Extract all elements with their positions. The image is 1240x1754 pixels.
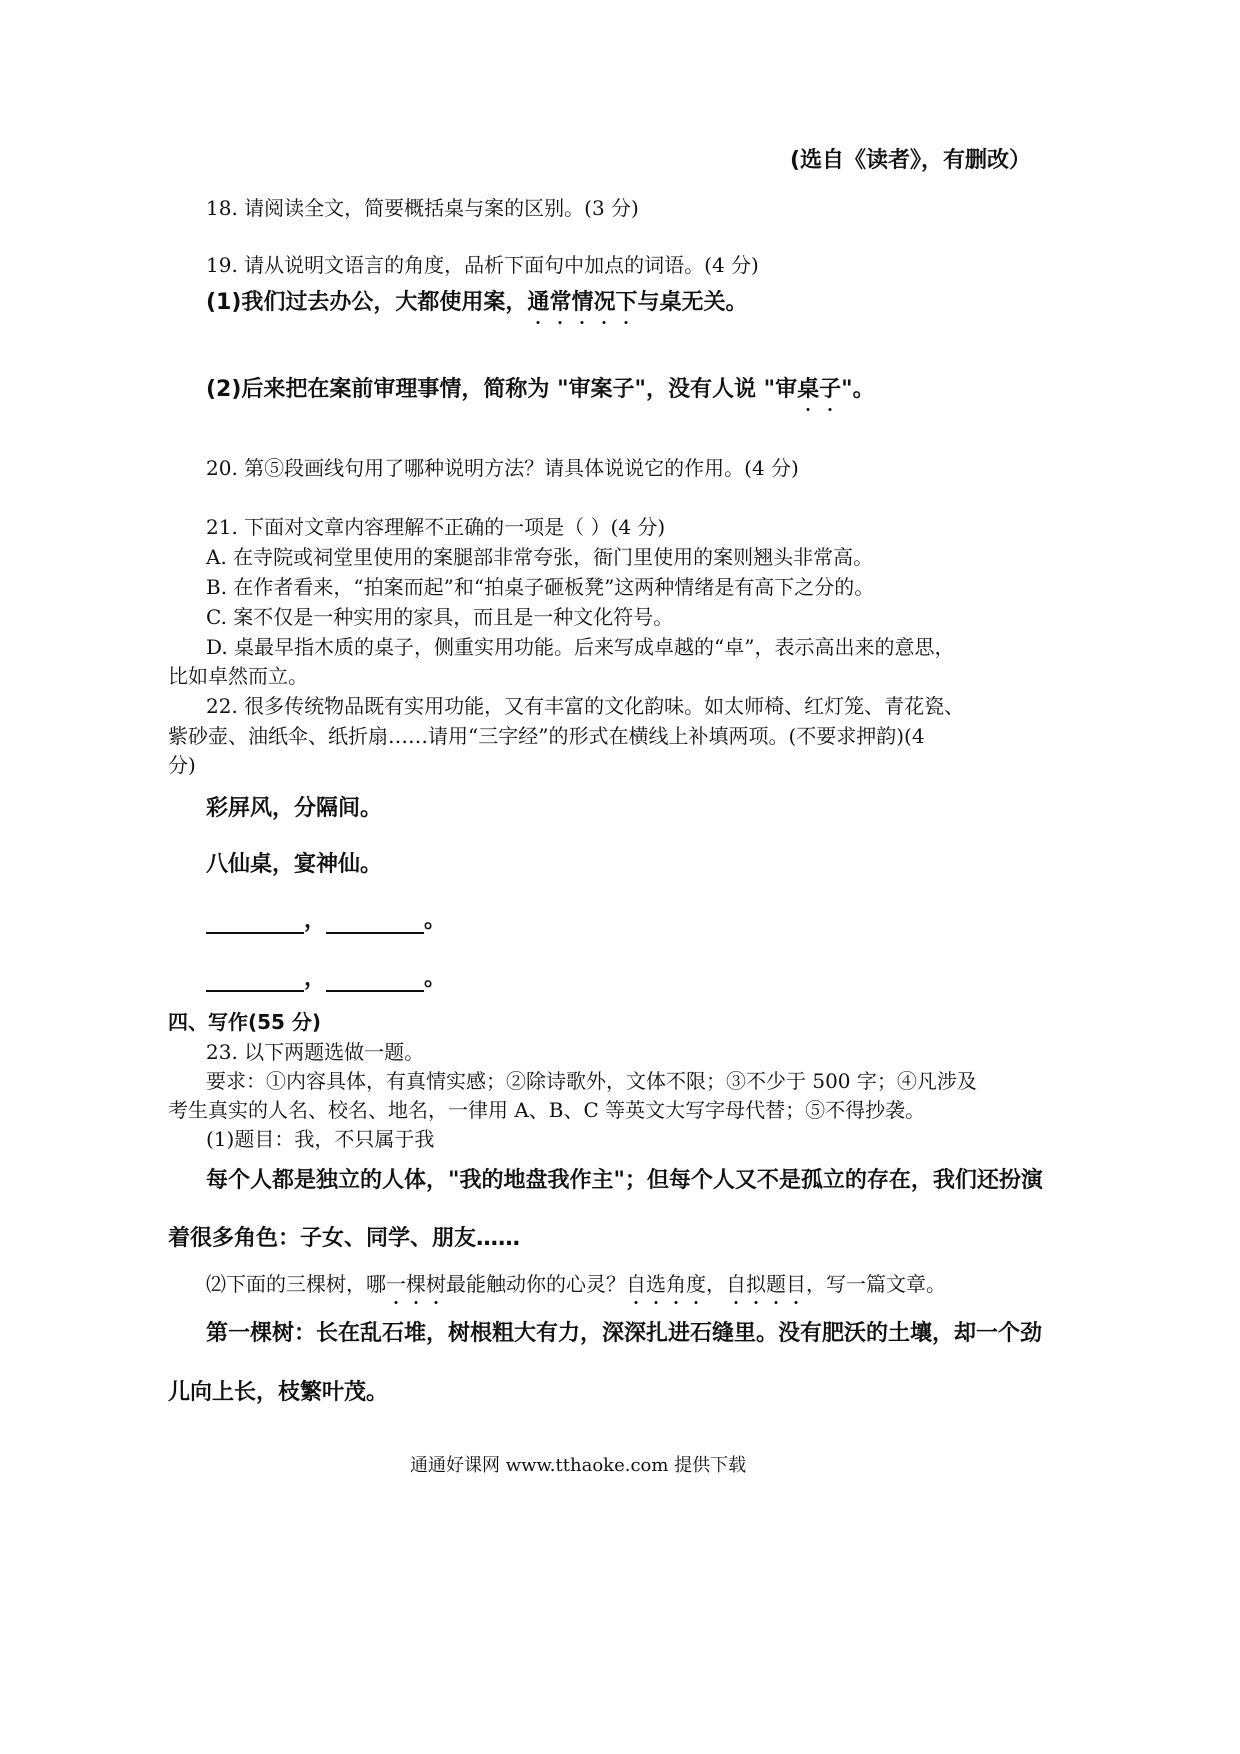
question-21-option-a: A. 在寺院或祠堂里使用的案腿部非常夸张，衙门里使用的案则翘头非常高。 bbox=[206, 545, 874, 569]
question-23-requirements-line1: 要求：①内容具体，有真情实感；②除诗歌外，文体不限；③不少于 500 字；④凡涉及 bbox=[206, 1069, 977, 1093]
emphasis-char: 桌 bbox=[797, 377, 820, 402]
emphasis-char: 目 bbox=[786, 1272, 806, 1296]
emphasis-char: 棵 bbox=[406, 1272, 426, 1296]
emphasis-char: 角 bbox=[666, 1272, 686, 1296]
page-footer: 通通好课网 www.tthaoke.com 提供下载 bbox=[410, 1455, 747, 1476]
emphasis-char: 度 bbox=[686, 1272, 706, 1296]
emphasis-char: 通 bbox=[527, 290, 550, 315]
question-23-requirements-line2: 考生真实的人名、校名、地名，一律用 A、B、C 等英文大写字母代替；⑤不得抄袭。 bbox=[168, 1098, 926, 1122]
question-21-stem: 21. 下面对文章内容理解不正确的一项是（ ）(4 分) bbox=[206, 515, 666, 539]
emphasis-char: 选 bbox=[646, 1272, 666, 1296]
emphasis-char: 拟 bbox=[746, 1272, 766, 1296]
question-19-stem: 19. 请从说明文语言的角度，品析下面句中加点的词语。(4 分) bbox=[206, 253, 759, 277]
source-note: (选自《读者》，有删改） bbox=[790, 148, 1032, 173]
topic-1-paragraph-line1: 每个人都是独立的人体，"我的地盘我作主"；但每个人又不是孤立的存在，我们还扮演 bbox=[206, 1168, 1043, 1193]
topic-1-title: (1)题目：我，不只属于我 bbox=[206, 1127, 435, 1151]
emphasis-char: 自 bbox=[626, 1272, 646, 1296]
question-23-stem: 23. 以下两题选做一题。 bbox=[206, 1040, 425, 1064]
question-21-option-d-line1: D. 桌最早指木质的桌子，侧重实用功能。后来写成卓越的“卓”，表示高出来的意思， bbox=[206, 635, 955, 659]
emphasis-char: 一 bbox=[386, 1272, 406, 1296]
emphasis-char: 自 bbox=[726, 1272, 746, 1296]
question-19-sentence-1: (1)我们过去办公，大都使用案，通常情况下与桌无关。 bbox=[206, 290, 748, 315]
tree-1-line2: 儿向上长，枝繁叶茂。 bbox=[168, 1380, 389, 1405]
question-22-line3: 分) bbox=[168, 753, 196, 777]
emphasis-char: 下 bbox=[615, 290, 638, 315]
emphasis-char: 题 bbox=[766, 1272, 786, 1296]
emphasis-char: 况 bbox=[593, 290, 616, 315]
question-20: 20. 第⑤段画线句用了哪种说明方法？请具体说说它的作用。(4 分) bbox=[206, 456, 799, 480]
emphasized-words-2 bbox=[797, 377, 841, 402]
question-22-line2: 紫砂壶、油纸伞、纸折扇……请用“三字经”的形式在横线上补填两项。(不要求押韵)(4 bbox=[168, 724, 925, 748]
emphasis-char: 常 bbox=[549, 290, 572, 315]
emphasis-char: 树 bbox=[426, 1272, 446, 1296]
question-19-sentence-2: (2)后来把在案前审理事情，简称为 "审案子"，没有人说 "审桌子"。 bbox=[206, 377, 875, 402]
emphasized-words-1 bbox=[527, 290, 637, 315]
section-writing-heading: 四、写作(55 分) bbox=[168, 1010, 322, 1034]
answer-line-1: ， 。 bbox=[206, 908, 446, 934]
example-1: 彩屏风，分隔间。 bbox=[206, 796, 383, 821]
topic-2-title: ⑵下面的三棵树，哪一棵树最能触动你的心灵？自选角度，自拟题目，写一篇文章。 bbox=[206, 1272, 946, 1296]
emphasis-char: 子 bbox=[819, 377, 842, 402]
question-22-line1: 22. 很多传统物品既有实用功能，又有丰富的文化韵味。如太师椅、红灯笼、青花瓷、 bbox=[206, 694, 965, 718]
topic-1-paragraph-line2: 着很多角色：子女、同学、朋友…… bbox=[168, 1226, 521, 1251]
blank-2a[interactable] bbox=[206, 968, 304, 992]
blank-1b[interactable] bbox=[326, 910, 424, 934]
question-21-option-c: C. 案不仅是一种实用的家具，而且是一种文化符号。 bbox=[206, 605, 674, 629]
emphasis-char: 情 bbox=[571, 290, 594, 315]
question-18: 18. 请阅读全文，简要概括桌与案的区别。(3 分) bbox=[206, 196, 639, 220]
question-21-option-d-line2: 比如卓然而立。 bbox=[168, 664, 308, 688]
blank-1a[interactable] bbox=[206, 910, 304, 934]
answer-line-2: ， 。 bbox=[206, 966, 446, 992]
blank-2b[interactable] bbox=[326, 968, 424, 992]
tree-1-line1: 第一棵树：长在乱石堆，树根粗大有力，深深扎进石缝里。没有肥沃的土壤，却一个劲 bbox=[206, 1321, 1043, 1346]
question-21-option-b: B. 在作者看来，“拍案而起”和“拍桌子砸板凳”这两种情绪是有高下之分的。 bbox=[206, 575, 875, 599]
example-2: 八仙桌，宴神仙。 bbox=[206, 852, 383, 877]
